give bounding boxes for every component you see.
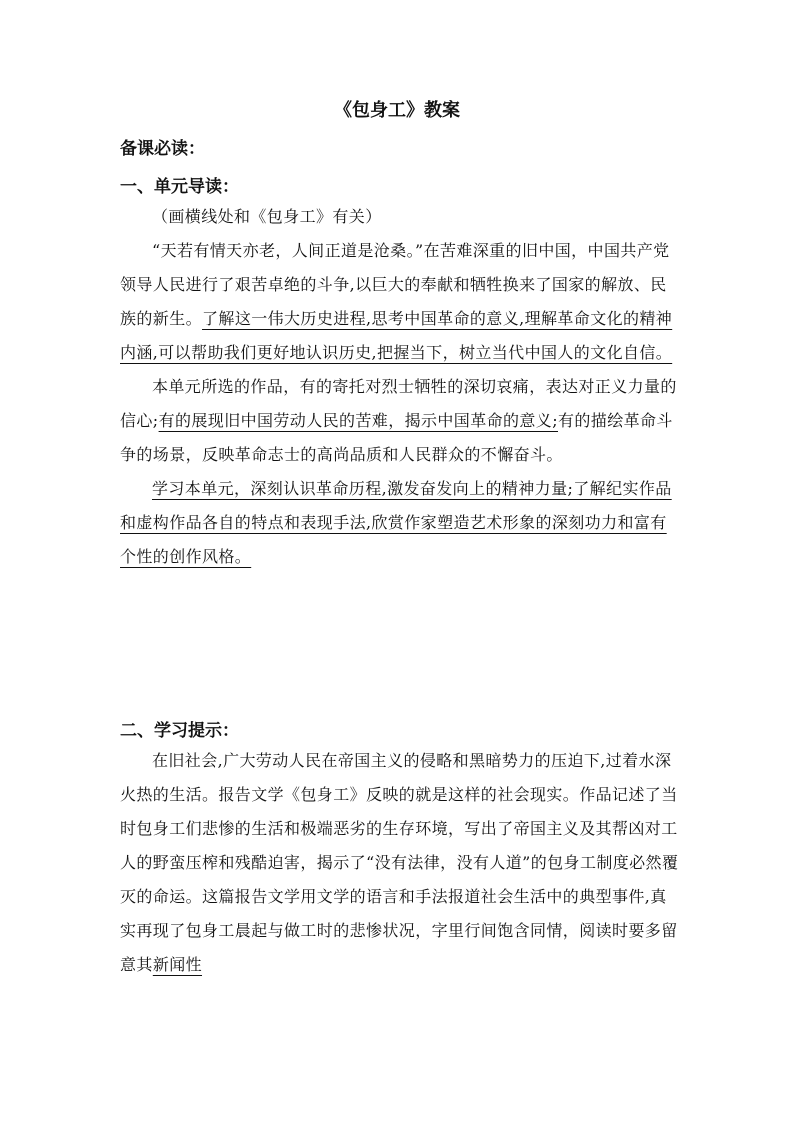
underlined-text: 学习本单元，深刻认识革命历程,激发奋发向上的精神力量;了解纪实作品和虚构作品各自的特点和表现手法,欣赏作家塑造艺术形象的深刻功力和富有个性的创作风格。 — [120, 479, 672, 566]
section-1-note — [120, 200, 680, 234]
underlined-text: 新闻性 — [152, 955, 203, 974]
underlined-text: 有的展现旧中国劳动人民的苦难，揭示中国革命的意义; — [158, 411, 558, 430]
plain-text: 本单元所选的作品，有的寄托对烈士牺牲的深切哀痛，表达对正义力量的信心; — [120, 377, 677, 430]
section-1-paragraph-3 — [120, 472, 680, 574]
section-1-body — [120, 200, 680, 574]
section-2-body — [120, 744, 680, 982]
section-1-paragraph-1 — [120, 234, 680, 370]
plain-text: “天若有情天亦老，人间正道是沧桑。”在苦难深重的旧中国，中国共产党领导人民进行了艰苦卓绝的斗争,以巨大的奉献和牺牲换来了国家的解放、民族的新生。 — [120, 241, 670, 328]
plain-text: 在旧社会,广大劳动人民在帝国主义的侵略和黑暗势力的压迫下,过着水深火热的生活。报告文学《包身工》反映的就是这样的社会现实。作品记述了当时包身工们悲惨的生活和极端恶劣的生存环境，写出了帝国主义及其帮凶对工人的野蛮压榨和残酷迫害，揭示了“没有法律，没有人道”的包身工制度必然覆灭的命运。这篇报告文学用文学的语言和手法报道社会生活中的典型事件,真实再现了包身工晨起与做工时的悲惨状况，字里行间饱含同情，阅读时要多留意其 — [120, 751, 679, 974]
section-2-heading: 二、学习提示： — [120, 721, 239, 741]
section-1-heading: 一、单元导读： — [120, 177, 239, 197]
prep-label: 备课必读： — [120, 139, 205, 159]
document-title: 《包身工》教案 — [334, 100, 460, 121]
plain-text: 有的描绘革命斗争的场景，反映革命志士的高尚品质和人民群众的不懈奋斗。 — [120, 411, 673, 464]
note-text: （画横线处和《包身工》有关） — [152, 207, 382, 226]
section-2-paragraph-1 — [120, 744, 680, 982]
underlined-text: 了解这一伟大历史进程,思考中国革命的意义,理解革命文化的精神内涵,可以帮助我们更好地认识历史,把握当下，树立当代中国人的文化自信。 — [120, 309, 673, 362]
section-1-paragraph-2 — [120, 370, 680, 472]
